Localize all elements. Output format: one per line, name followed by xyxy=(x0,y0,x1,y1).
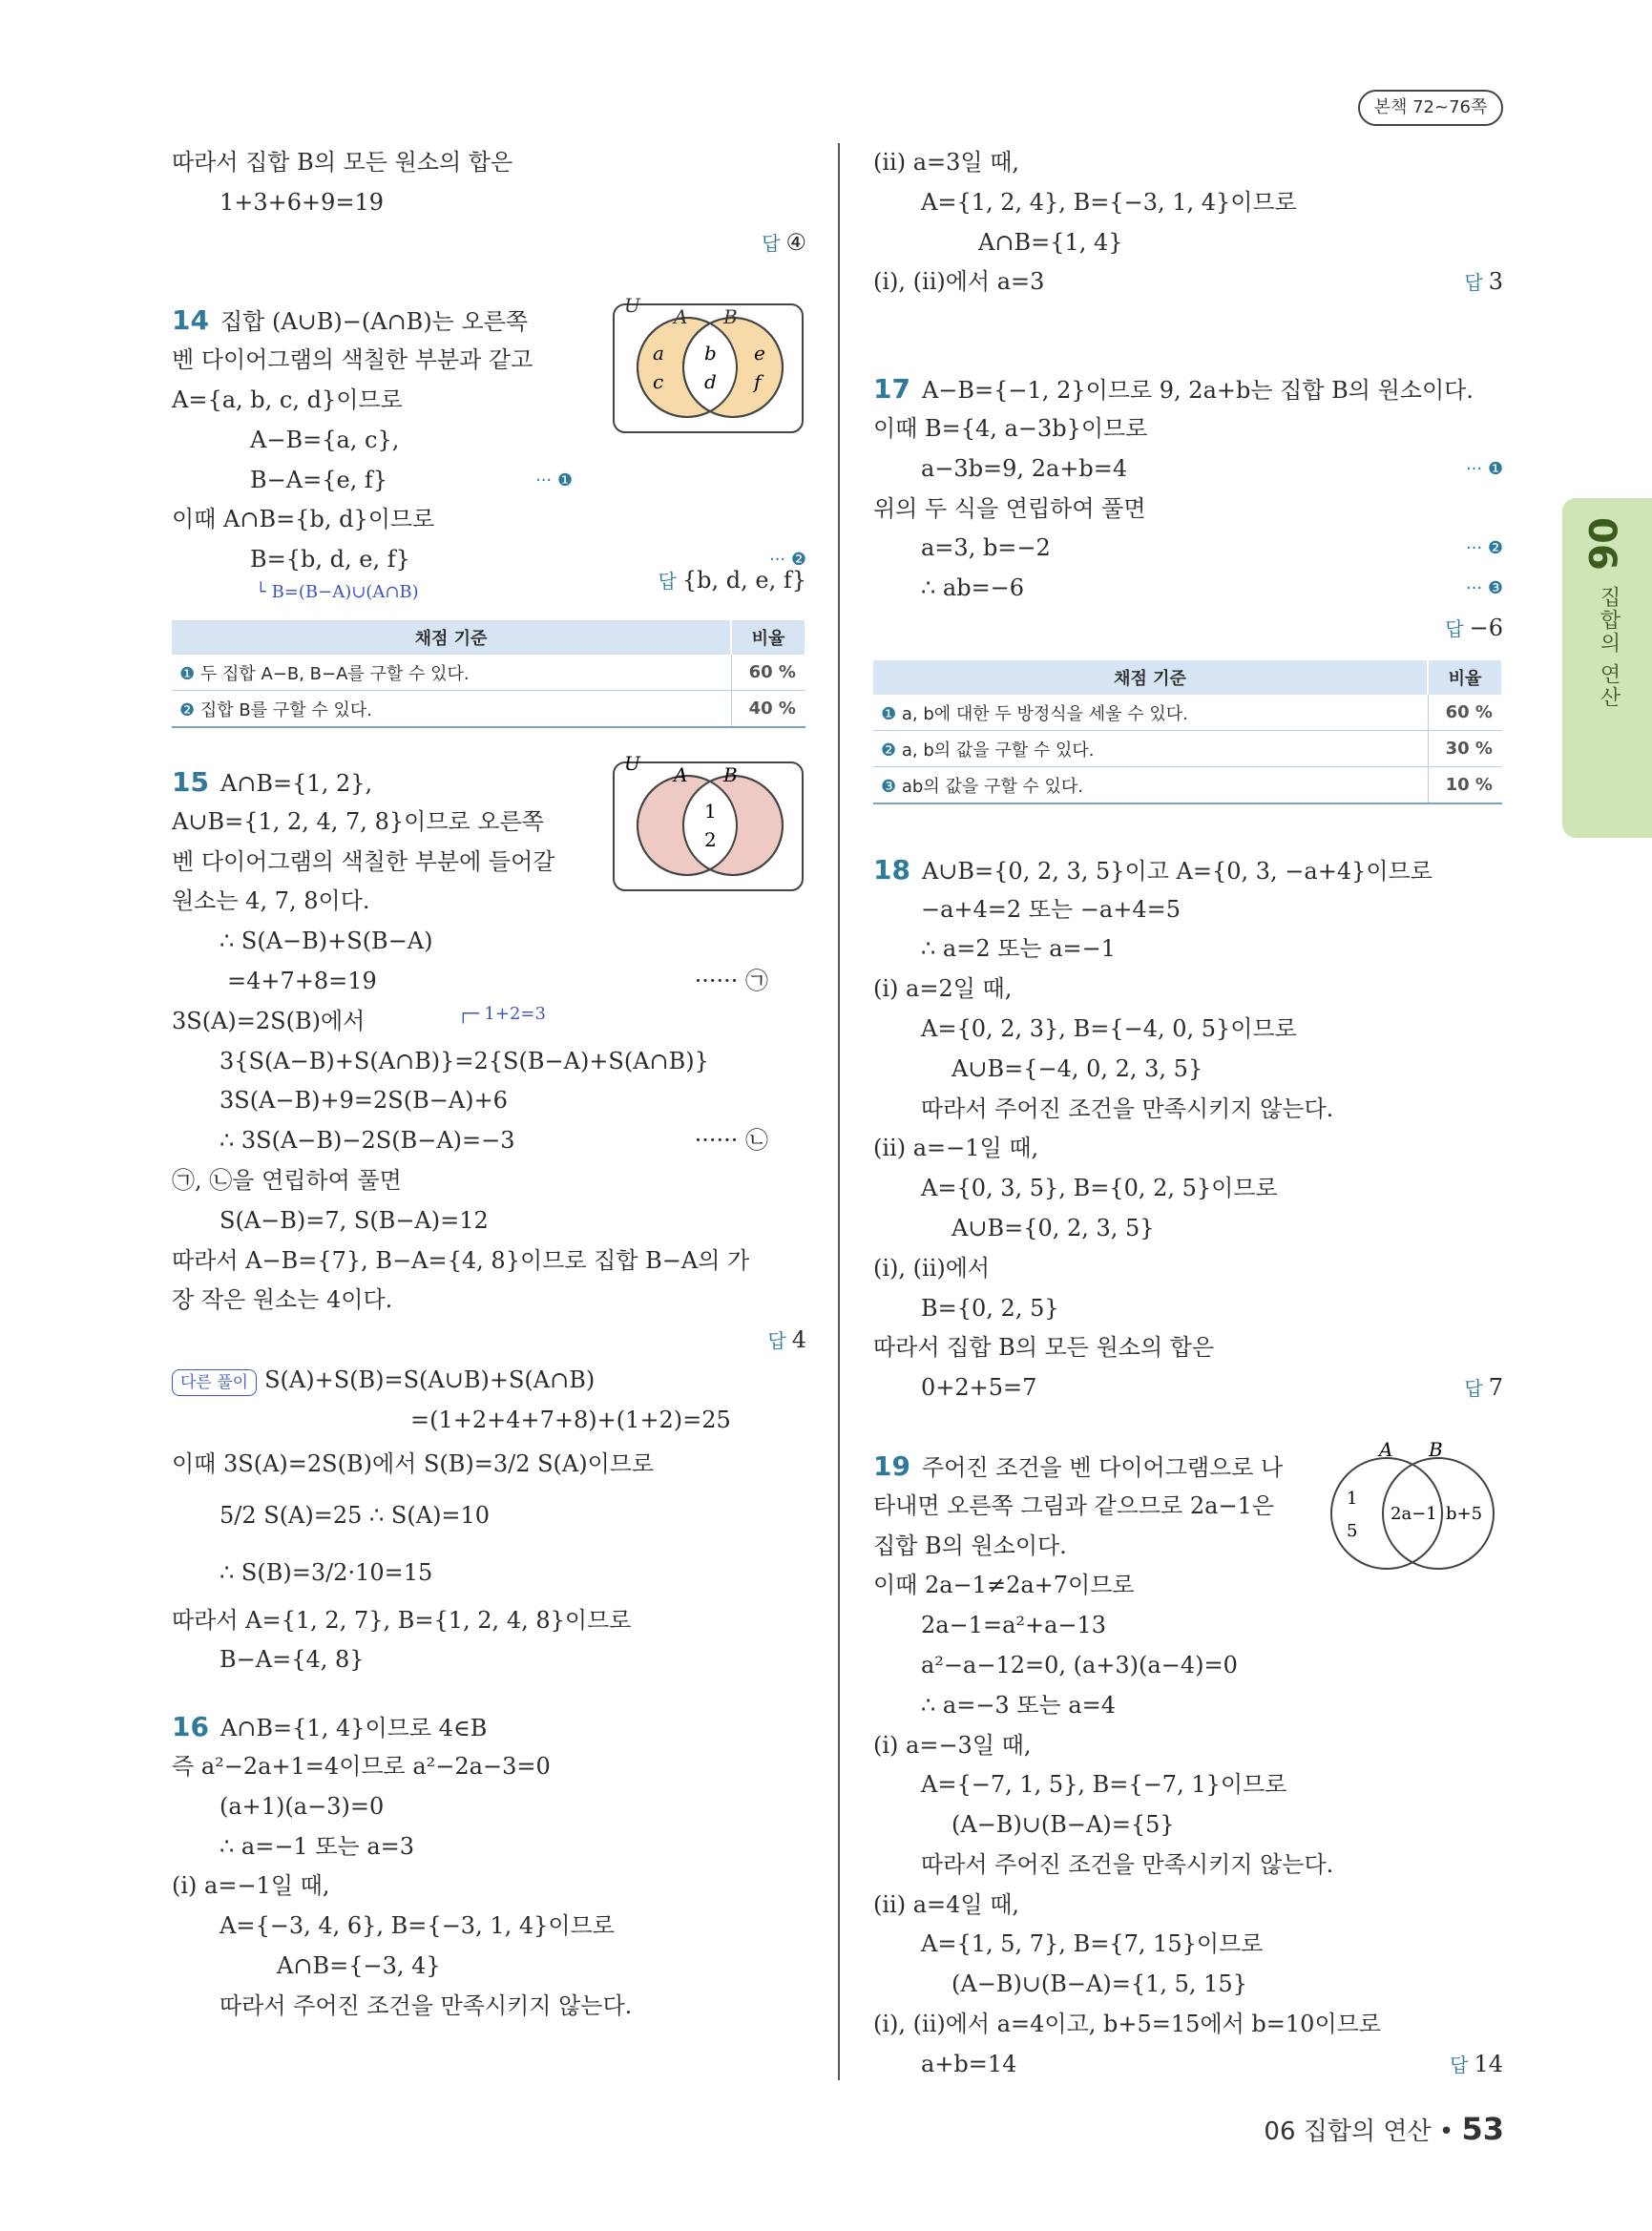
text-line: a−3b=9, 2a+b=4 ··· ❶ xyxy=(873,449,1503,490)
problem-number: 17 xyxy=(873,373,910,406)
page-number: 53 xyxy=(1461,2111,1504,2147)
problem-17 xyxy=(873,369,1503,804)
table-row: ❷ 집합 B를 구할 수 있다. 40 % xyxy=(172,691,805,727)
text-line: 원소는 4, 7, 8이다. xyxy=(172,887,370,915)
text-line: B={b, d, e, f} ··· ❷ xyxy=(172,540,806,580)
text-line: A={0, 2, 3}, B={−4, 0, 5}이므로 xyxy=(921,1014,1297,1042)
text-line: 17 A−B={−1, 2}이므로 9, 2a+b는 집합 B의 원소이다. xyxy=(873,373,1474,406)
answer-icon: 답 xyxy=(1464,271,1483,295)
text-line: 15 A∩B={1, 2}, xyxy=(172,765,373,798)
chapter-name: 집합의 연산 xyxy=(1597,586,1621,709)
answer-icon: 답 xyxy=(1464,1377,1483,1401)
text-line: 따라서 집합 B의 모든 원소의 합은 xyxy=(172,149,513,176)
text-line: A={−7, 1, 5}, B={−7, 1}이므로 xyxy=(921,1771,1287,1799)
text-line: B−A={4, 8} xyxy=(220,1646,365,1674)
answer-icon: 답 xyxy=(658,569,677,593)
answer-icon: 답 xyxy=(762,231,781,255)
answer-value: 14 xyxy=(1474,2050,1503,2077)
step-marker-2: ··· ❷ xyxy=(768,550,806,571)
svg-text:B: B xyxy=(1429,1438,1443,1461)
svg-text:b+5: b+5 xyxy=(1446,1503,1483,1524)
table-row: ❷ a, b의 값을 구할 수 있다. 30 % xyxy=(873,731,1502,767)
text-line: 이때 A∩B={b, d}이므로 xyxy=(172,506,435,533)
text-line: A={0, 3, 5}, B={0, 2, 5}이므로 xyxy=(921,1175,1278,1202)
text-line: S(A−B)=7, S(B−A)=12 xyxy=(220,1206,489,1234)
text-line: B={0, 2, 5} xyxy=(921,1294,1059,1322)
svg-text:1: 1 xyxy=(1347,1488,1358,1509)
right-column xyxy=(873,143,1503,2085)
step-marker-2: ··· ❷ xyxy=(1465,538,1503,559)
answer-line xyxy=(172,1321,806,1361)
venn-diagram-14 xyxy=(611,293,806,436)
text-line: 이때 B={4, a−3b}이므로 xyxy=(873,414,1148,442)
text-line: A={1, 2, 4}, B={−3, 1, 4}이므로 xyxy=(921,188,1297,216)
text-line: 즉 a²−2a+1=4이므로 a²−2a−3=0 xyxy=(172,1752,551,1780)
svg-text:5: 5 xyxy=(1347,1520,1358,1541)
table-row: ❸ ab의 값을 구할 수 있다. 10 % xyxy=(873,767,1502,803)
problem-number: 19 xyxy=(873,1449,910,1482)
text-line: (i), (ii)에서 a=3 답 3 xyxy=(873,268,1503,296)
text-line: 14 집합 (A∪B)−(A∩B)는 오른쪽 xyxy=(172,304,529,337)
text-line: 따라서 주어진 조건을 만족시키지 않는다. xyxy=(220,1991,633,2019)
table-row: ❶ 두 집합 A−B, B−A를 구할 수 있다. 60 % xyxy=(172,655,805,691)
svg-text:f: f xyxy=(754,370,762,394)
text-line: (i), (ii)에서 a=4이고, b+5=15에서 b=10이므로 xyxy=(873,2011,1381,2038)
step-marker-3: ··· ❸ xyxy=(1465,578,1503,599)
svg-text:e: e xyxy=(754,342,765,365)
left-column xyxy=(172,143,806,2026)
text-line: A∪B={1, 2, 4, 7, 8}이므로 오른쪽 xyxy=(172,807,544,835)
text-line: ∴ S(A−B)+S(B−A) xyxy=(220,928,433,955)
svg-text:B: B xyxy=(723,305,738,329)
text-line: a+b=14 답 14 xyxy=(921,2050,1503,2077)
text-line: 2a−1=a²+a−13 xyxy=(921,1612,1107,1639)
answer-value: 3 xyxy=(1488,268,1503,296)
step-marker-1: ··· ❶ xyxy=(1465,458,1503,479)
venn-diagram-19 xyxy=(1322,1439,1503,1573)
table-header: 비율 xyxy=(1428,660,1502,695)
text-line: 다른 풀이 S(A)+S(B)=S(A∪B)+S(A∩B) xyxy=(172,1361,806,1401)
text-line: A={−3, 4, 6}, B={−3, 1, 4}이므로 xyxy=(220,1912,615,1940)
table-header: 비율 xyxy=(731,620,805,655)
text-line: a=3, b=−2 ··· ❷ xyxy=(873,529,1503,569)
svg-text:B: B xyxy=(723,762,738,786)
text-line: 벤 다이어그램의 색칠한 부분과 같고 xyxy=(172,346,533,374)
table-header: 채점 기준 xyxy=(172,620,731,655)
text-line: ㉠, ㉡을 연립하여 풀면 xyxy=(172,1166,402,1194)
text-line: A={1, 5, 7}, B={7, 15}이므로 xyxy=(921,1930,1264,1958)
text-line: −a+4=2 또는 −a+4=5 xyxy=(921,895,1181,923)
text-line: A−B={a, c}, xyxy=(250,426,400,453)
page-footer xyxy=(1264,2111,1504,2147)
text-line: 따라서 집합 B의 모든 원소의 합은 xyxy=(873,1334,1215,1362)
text-line: A∪B={0, 2, 3, 5} xyxy=(951,1214,1155,1241)
text-line: A={a, b, c, d}이므로 xyxy=(172,386,403,413)
problem-19 xyxy=(873,1438,1503,2085)
problem-number: 14 xyxy=(172,304,209,337)
text-line: 벤 다이어그램의 색칠한 부분에 들어갈 xyxy=(172,847,555,875)
text-line: (i) a=−1일 때, xyxy=(172,1872,330,1900)
svg-text:b: b xyxy=(704,342,717,365)
text-line: (A−B)∪(B−A)={5} xyxy=(951,1811,1175,1839)
footer-chapter: 06 집합의 연산 • xyxy=(1264,2117,1454,2146)
answer-value: ④ xyxy=(785,228,806,256)
text-line: (a+1)(a−3)=0 xyxy=(220,1792,385,1820)
svg-text:A: A xyxy=(674,762,688,786)
text-line: ∴ ab=−6 ··· ❸ xyxy=(873,569,1503,609)
answer-icon: 답 xyxy=(1450,2053,1469,2076)
annotation-note: ┌─ 1+2=3 xyxy=(458,1003,546,1024)
text-line: ∴ 3S(A−B)−2S(B−A)=−3 ······ ㉡ xyxy=(172,1121,806,1161)
text-line: 3S(A)=2S(B)에서 ┌─ 1+2=3 xyxy=(172,1002,806,1042)
svg-text:U: U xyxy=(624,751,640,775)
column-divider xyxy=(838,143,840,2080)
problem-16 xyxy=(172,1707,806,2026)
text-line: 위의 두 식을 연립하여 풀면 xyxy=(873,494,1146,522)
equation-label-1: ······ ㉠ xyxy=(694,967,768,994)
text-line: 장 작은 원소는 4이다. xyxy=(172,1286,393,1314)
text-line: B−A={e, f} ··· ❶ xyxy=(172,461,573,501)
chapter-number: 06 xyxy=(1579,517,1623,571)
text-line: 18 A∪B={0, 2, 3, 5}이고 A={0, 3, −a+4}이므로 xyxy=(873,853,1432,886)
text-line: 집합 B의 원소이다. xyxy=(873,1532,1067,1559)
text-line: A∪B={−4, 0, 2, 3, 5} xyxy=(951,1054,1203,1082)
text-line: ∴ a=−3 또는 a=4 xyxy=(921,1691,1117,1719)
text-line: 이때 2a−1≠2a+7이므로 xyxy=(873,1572,1135,1599)
problem-16-continued xyxy=(873,143,1503,302)
answer-value: −6 xyxy=(1469,614,1503,641)
text-line: 따라서 주어진 조건을 만족시키지 않는다. xyxy=(921,1850,1334,1878)
problem-15 xyxy=(172,751,806,1680)
text-line: A∩B={−3, 4} xyxy=(277,1951,441,1979)
chapter-side-tab xyxy=(1562,498,1652,838)
svg-text:2: 2 xyxy=(704,827,717,851)
svg-text:c: c xyxy=(653,370,664,394)
text-line: 16 A∩B={1, 4}이므로 4∈B xyxy=(172,1711,488,1743)
svg-text:U: U xyxy=(624,294,640,318)
text-line: (ii) a=4일 때, xyxy=(873,1890,1020,1918)
problem-number: 16 xyxy=(172,1711,209,1743)
text-line: 0+2+5=7 답 7 xyxy=(921,1374,1503,1402)
table-row: ❶ a, b에 대한 두 방정식을 세울 수 있다. 60 % xyxy=(873,695,1502,731)
answer-icon: 답 xyxy=(767,1329,786,1353)
answer-value: 7 xyxy=(1488,1374,1503,1402)
equation-label-2: ······ ㉡ xyxy=(694,1127,768,1155)
text-line: 따라서 주어진 조건을 만족시키지 않는다. xyxy=(921,1095,1334,1122)
annotation-note: └ B=(B−A)∪(A∩B) xyxy=(256,581,419,602)
text-line: 따라서 A−B={7}, B−A={4, 8}이므로 집합 B−A의 가 xyxy=(172,1246,750,1274)
problem-14 xyxy=(172,294,806,728)
text-line: a²−a−12=0, (a+3)(a−4)=0 xyxy=(921,1651,1238,1678)
scoring-table-14 xyxy=(172,620,806,728)
answer-icon: 답 xyxy=(1445,616,1464,640)
text-line: 3{S(A−B)+S(A∩B)}=2{S(B−A)+S(A∩B)} xyxy=(220,1047,709,1074)
problem-number: 15 xyxy=(172,765,209,798)
text-line: (i) a=2일 때, xyxy=(873,975,1013,1003)
alt-solution-tag: 다른 풀이 xyxy=(172,1369,257,1396)
problem-number: 18 xyxy=(873,853,910,886)
text-line: (A−B)∪(B−A)={1, 5, 15} xyxy=(951,1970,1247,1998)
text-line: =(1+2+4+7+8)+(1+2)=25 xyxy=(410,1406,731,1433)
answer-value: 4 xyxy=(791,1326,806,1354)
answer-line xyxy=(873,609,1503,649)
svg-text:d: d xyxy=(704,370,717,394)
problem-18 xyxy=(873,850,1503,1408)
text-line: 1+3+6+9=19 xyxy=(220,188,385,216)
svg-text:2a−1: 2a−1 xyxy=(1391,1503,1437,1524)
text-line: (ii) a=3일 때, xyxy=(873,149,1020,176)
svg-text:A: A xyxy=(674,305,688,329)
page-reference-badge: 본책 72~76쪽 xyxy=(1358,90,1503,126)
table-header: 채점 기준 xyxy=(873,660,1428,695)
text-line: ∴ S(B)=3/2·10=15 xyxy=(220,1558,433,1586)
text-line: (i), (ii)에서 xyxy=(873,1254,991,1282)
text-line: (i) a=−3일 때, xyxy=(873,1731,1032,1759)
svg-text:a: a xyxy=(653,342,664,365)
text-line: ∴ a=−1 또는 a=3 xyxy=(220,1832,415,1860)
svg-text:1: 1 xyxy=(704,799,717,823)
text-line: 이때 3S(A)=2S(B)에서 S(B)=3/2 S(A)이므로 xyxy=(172,1449,655,1477)
step-marker-1: ··· ❶ xyxy=(534,469,573,490)
answer-value: {b, d, e, f} xyxy=(681,566,806,594)
answer-line xyxy=(172,223,806,263)
text-line xyxy=(172,566,806,613)
text-line: 3S(A−B)+9=2S(B−A)+6 xyxy=(220,1087,508,1115)
text-line: 5/2 S(A)=25 ∴ S(A)=10 xyxy=(220,1501,491,1529)
text-line: 타내면 오른쪽 그림과 같으므로 2a−1은 xyxy=(873,1491,1275,1519)
scoring-table-17 xyxy=(873,660,1503,804)
text-line: =4+7+8=19 ······ ㉠ xyxy=(172,962,806,1002)
text-line: A∩B={1, 4} xyxy=(978,228,1123,256)
text-line: (ii) a=−1일 때, xyxy=(873,1135,1039,1162)
text-line: ∴ a=2 또는 a=−1 xyxy=(921,935,1117,963)
venn-diagram-15 xyxy=(611,751,806,894)
svg-text:A: A xyxy=(1379,1438,1393,1461)
text-line: 19 주어진 조건을 벤 다이어그램으로 나 xyxy=(873,1449,1284,1482)
text-line: 따라서 A={1, 2, 7}, B={1, 2, 4, 8}이므로 xyxy=(172,1606,632,1634)
